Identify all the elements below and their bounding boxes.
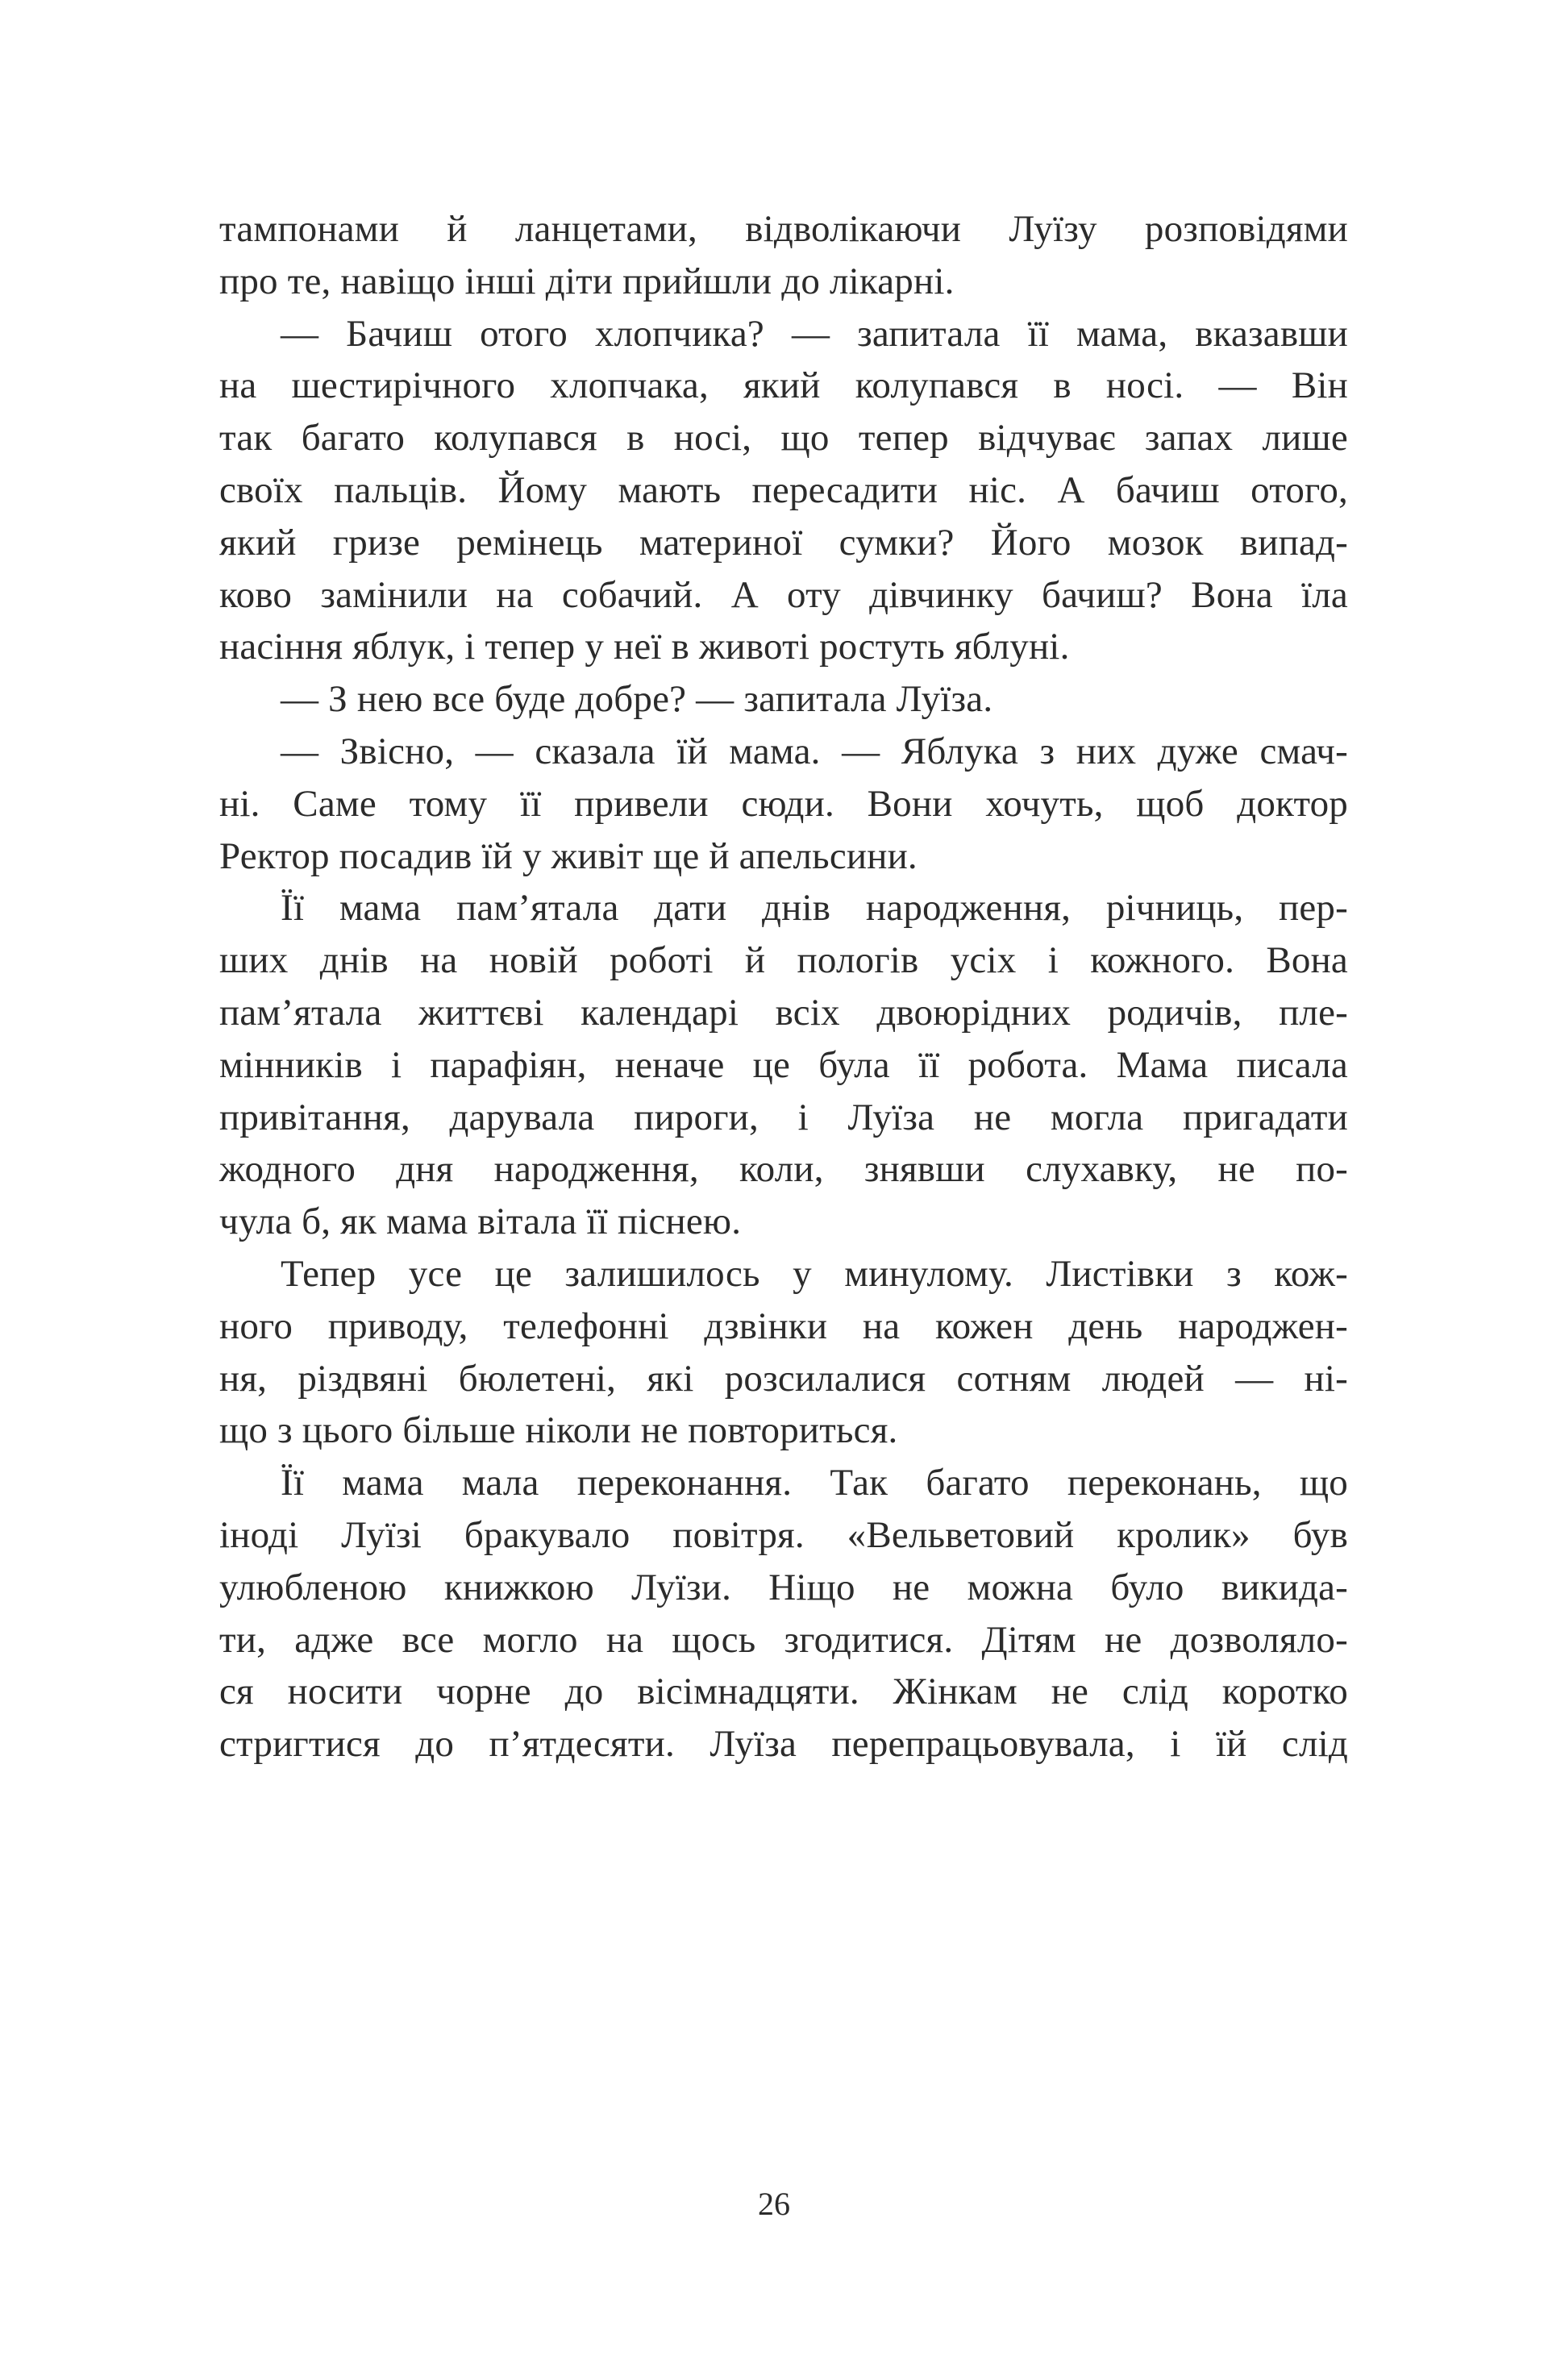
text-line: стригтися до п’ятдесяти. Луїза перепрацьовувала, і їй слід (219, 1723, 1348, 1766)
text-line: на шестирічного хлопчака, який колупався в носі. — Він (219, 364, 1348, 407)
text-line: — З нею все буде добре? — запитала Луїза. (281, 678, 993, 721)
text-line: ти, адже все могло на щось згодитися. Дітям не дозволяло- (219, 1618, 1348, 1661)
text-line: ших днів на новій роботі й пологів усіх і кожного. Вона (219, 939, 1348, 982)
page-number: 26 (758, 2186, 790, 2222)
text-line: Ректор посадив їй у живіт ще й апельсини. (219, 834, 918, 877)
text-line: жодного дня народження, коли, знявши слухавку, не по- (219, 1148, 1348, 1191)
text-line: ного приводу, телефонні дзвінки на кожен день народжен- (219, 1304, 1348, 1347)
body-text (219, 203, 1348, 1770)
text-line: пам’ятала життєві календарі всіх двоюрідних родичів, пле- (219, 991, 1348, 1034)
text-line: улюбленою книжкою Луїзи. Ніщо не можна було викида- (219, 1566, 1348, 1608)
text-line: мінників і парафіян, неначе це була її робота. Мама писала (219, 1043, 1348, 1086)
text-line: насіння яблук, і тепер у неї в животі ростуть яблуні. (219, 626, 1070, 668)
text-line: ся носити чорне до вісімнадцяти. Жінкам не слід коротко (219, 1671, 1348, 1713)
text-line: чула б, як мама вітала її піснею. (219, 1200, 742, 1243)
text-line: який гризе ремінець материної сумки? Його мозок випад- (219, 521, 1348, 564)
text-line: — Бачиш отого хлопчика? — запитала її мама, вказавши (281, 312, 1348, 355)
text-line: так багато колупався в носі, що тепер відчуває запах лише (219, 417, 1348, 460)
text-line: своїх пальців. Йому мають пересадити ніс. А бачиш отого, (219, 468, 1348, 511)
text-line: привітання, дарувала пироги, і Луїза не могла пригадати (219, 1096, 1348, 1138)
text-line: ково замінили на собачий. А оту дівчинку бачиш? Вона їла (219, 573, 1348, 616)
text-line: Тепер усе це залишилось у минулому. Листівки з кож- (281, 1252, 1348, 1295)
text-line: тампонами й ланцетами, відволікаючи Луїзу розповідями (219, 208, 1348, 250)
text-line: — Звісно, — сказала їй мама. — Яблука з них дуже смач- (281, 730, 1348, 772)
text-line: що з цього більше ніколи не повториться. (219, 1409, 898, 1452)
text-line: Її мама мала переконання. Так багато переконань, що (281, 1462, 1348, 1504)
text-line: ня, різдвяні бюлетені, які розсилалися сотням людей — ні- (219, 1357, 1348, 1400)
text-line: про те, навіщо інші діти прийшли до лікарні. (219, 260, 955, 302)
text-line: ні. Саме тому її привели сюди. Вони хочуть, щоб доктор (219, 782, 1348, 825)
text-line: іноді Луїзі бракувало повітря. «Вельветовий кролик» був (219, 1513, 1348, 1556)
text-line: Її мама пам’ятала дати днів народження, річниць, пер- (281, 887, 1348, 930)
